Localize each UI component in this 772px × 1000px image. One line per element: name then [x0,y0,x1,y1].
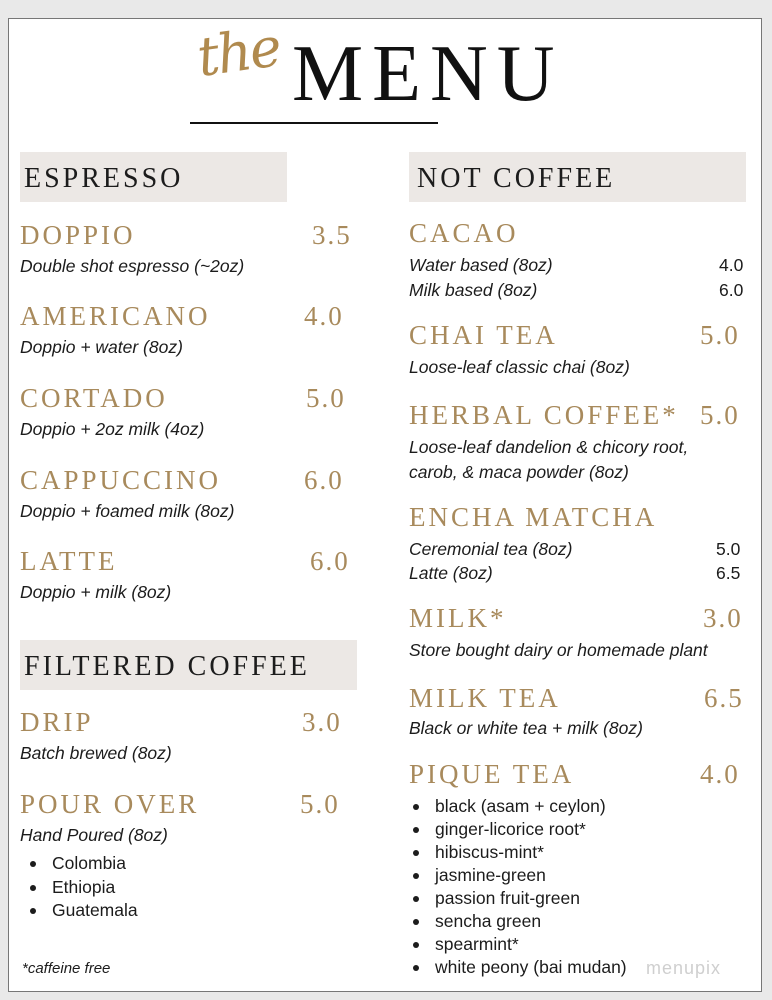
drip-price: 3.0 [302,707,342,737]
espresso-item-desc: Doppio + water (8oz) [20,337,183,357]
flavor-list-item: jasmine-green [405,864,627,887]
origin-list-item: Guatemala [22,899,138,923]
cacao-option-label: Water based (8oz) [409,255,553,275]
pour-over-name: POUR OVER [20,789,200,819]
milk-name: MILK* [409,603,507,633]
matcha-option-label: Ceremonial tea (8oz) [409,539,573,559]
espresso-item-price: 4.0 [304,301,344,331]
matcha-name: ENCHA MATCHA [409,502,658,532]
espresso-item-price: 5.0 [306,383,346,413]
flavor-list-item: ginger-licorice root* [405,818,627,841]
pour-over-desc: Hand Poured (8oz) [20,825,168,845]
espresso-item-price: 6.0 [310,546,350,576]
milk-tea-name: MILK TEA [409,683,561,713]
matcha-option-price: 6.5 [716,563,741,583]
title-underline [190,122,438,124]
espresso-item-name: LATTE [20,546,118,576]
espresso-item-name: AMERICANO [20,301,211,331]
cacao-name: CACAO [409,218,519,248]
filtered-coffee-heading: FILTERED COFFEE [20,640,357,690]
cacao-option-price: 4.0 [719,255,744,275]
flavor-list-item: passion fruit-green [405,887,627,910]
milk-price: 3.0 [703,603,743,633]
pour-over-price: 5.0 [300,789,340,819]
origin-list-item: Ethiopia [22,876,138,900]
milk-tea-desc: Black or white tea + milk (8oz) [409,718,643,738]
matcha-option-price: 5.0 [716,539,741,559]
flavor-list-item: black (asam + ceylon) [405,795,627,818]
chai-desc: Loose-leaf classic chai (8oz) [409,357,630,377]
flavor-list-item: sencha green [405,910,627,933]
pique-tea-price: 4.0 [700,759,740,789]
milk-tea-price: 6.5 [704,683,744,713]
origin-list-item: Colombia [22,852,138,876]
milk-desc: Store bought dairy or homemade plant [409,640,708,660]
flavor-list-item: hibiscus-mint* [405,841,627,864]
cacao-option-label: Milk based (8oz) [409,280,538,300]
chai-name: CHAI TEA [409,320,558,350]
espresso-item-desc: Double shot espresso (~2oz) [20,256,245,276]
cacao-option-price: 6.0 [719,280,744,300]
espresso-heading: ESPRESSO [20,152,287,202]
script-the-word: the [193,15,284,89]
espresso-item-price: 6.0 [304,465,344,495]
matcha-option-label: Latte (8oz) [409,563,493,583]
menu-title: MENU [292,30,564,118]
flavor-list-item: spearmint* [405,933,627,956]
chai-price: 5.0 [700,320,740,350]
pour-over-origin-list [22,852,138,923]
not-coffee-heading: NOT COFFEE [409,152,746,202]
watermark: menupix [646,958,722,978]
pique-tea-flavor-list [405,795,627,979]
herbal-coffee-desc: carob, & maca powder (8oz) [409,462,629,482]
caffeine-free-footnote: *caffeine free [22,960,111,977]
drip-name: DRIP [20,707,94,737]
espresso-item-desc: Doppio + milk (8oz) [20,582,172,602]
herbal-coffee-desc: Loose-leaf dandelion & chicory root, [409,437,689,457]
espresso-item-name: CORTADO [20,383,168,413]
drip-desc: Batch brewed (8oz) [20,743,172,763]
herbal-coffee-price: 5.0 [700,400,740,430]
espresso-item-desc: Doppio + 2oz milk (4oz) [20,419,205,439]
espresso-item-name: CAPPUCCINO [20,465,222,495]
herbal-coffee-name: HERBAL COFFEE* [409,400,679,430]
flavor-list-item: white peony (bai mudan) [405,956,627,979]
espresso-item-desc: Doppio + foamed milk (8oz) [20,501,235,521]
pique-tea-name: PIQUE TEA [409,759,575,789]
espresso-item-name: DOPPIO [20,220,136,250]
espresso-item-price: 3.5 [312,220,352,250]
